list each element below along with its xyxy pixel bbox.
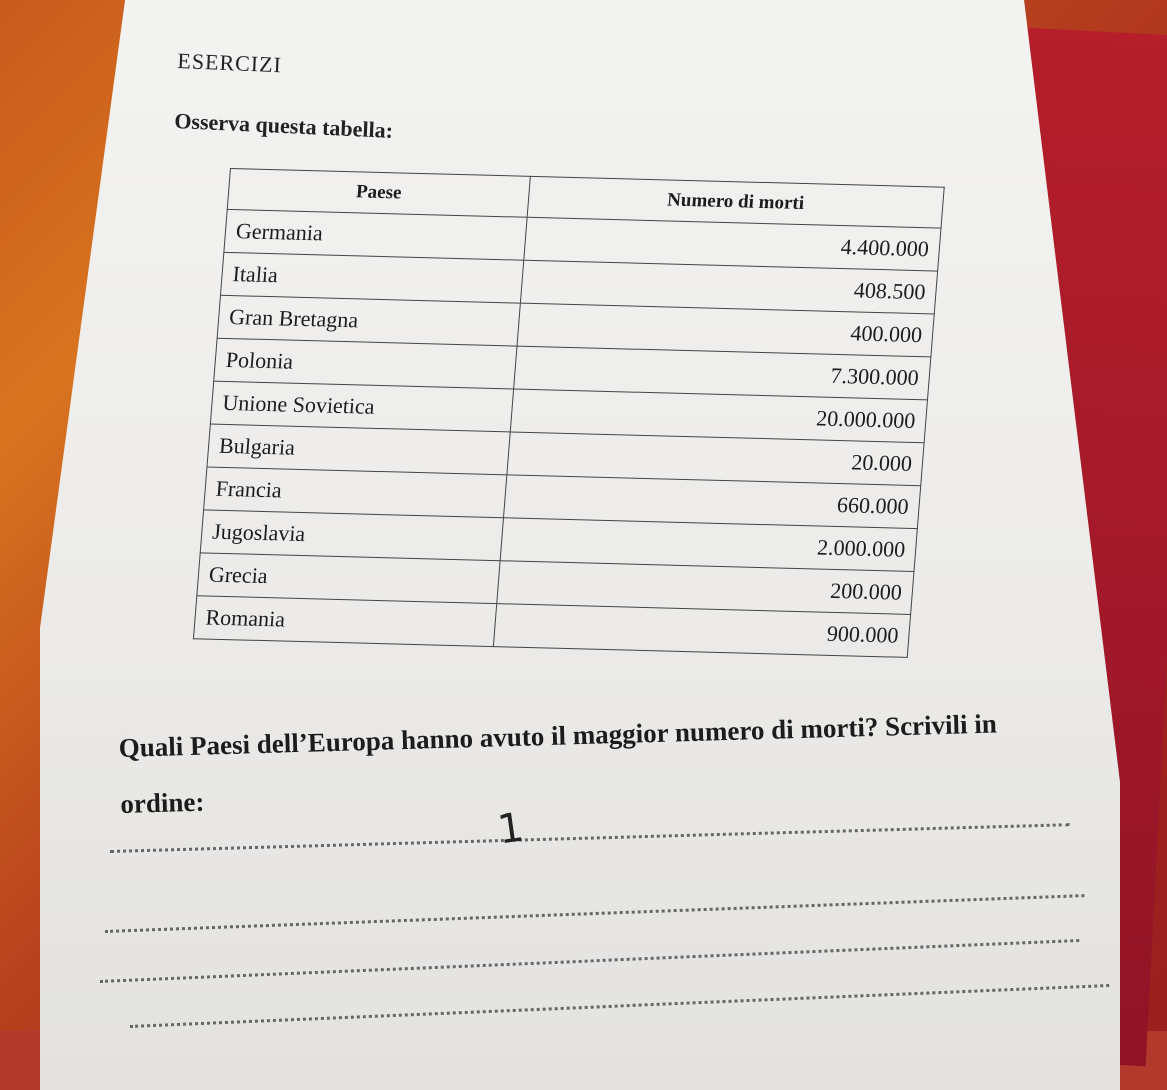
deaths-table-container — [193, 168, 945, 658]
country-cell: Grecia — [197, 553, 500, 604]
deaths-cell: 408.500 — [520, 260, 937, 314]
answer-line-4 — [130, 984, 1109, 1028]
deaths-cell: 7.300.000 — [513, 346, 930, 400]
deaths-table — [193, 168, 945, 658]
exercise-question: Quali Paesi dell’Europa hanno avuto il maggior numero di morti? Scrivili in ordine: — [118, 708, 998, 819]
handwritten-answer: 1 — [494, 804, 527, 854]
country-cell: Romania — [193, 596, 496, 647]
worksheet-intro: Osserva questa tabella: — [173, 108, 394, 143]
deaths-cell: 400.000 — [517, 303, 934, 357]
deaths-cell: 2.000.000 — [500, 518, 917, 572]
country-cell: Polonia — [214, 338, 517, 389]
country-cell: Jugoslavia — [200, 510, 503, 561]
country-cell: Italia — [220, 252, 523, 303]
answer-line-3 — [100, 939, 1079, 983]
deaths-cell: 900.000 — [493, 604, 910, 658]
deaths-cell: 4.400.000 — [524, 217, 941, 271]
deaths-cell: 200.000 — [497, 561, 914, 615]
answer-line-2 — [105, 894, 1084, 933]
country-cell: Francia — [204, 467, 507, 518]
deaths-cell: 20.000 — [507, 432, 924, 486]
country-cell: Germania — [224, 209, 527, 260]
deaths-cell: 20.000.000 — [510, 389, 927, 443]
country-cell: Gran Bretagna — [217, 295, 520, 346]
deaths-cell: 660.000 — [503, 475, 920, 529]
country-cell: Unione Sovietica — [210, 381, 513, 432]
worksheet-heading: ESERCIZI — [176, 48, 283, 78]
country-cell: Bulgaria — [207, 424, 510, 475]
header-country: Paese — [227, 169, 530, 218]
header-deaths: Numero di morti — [527, 176, 944, 228]
